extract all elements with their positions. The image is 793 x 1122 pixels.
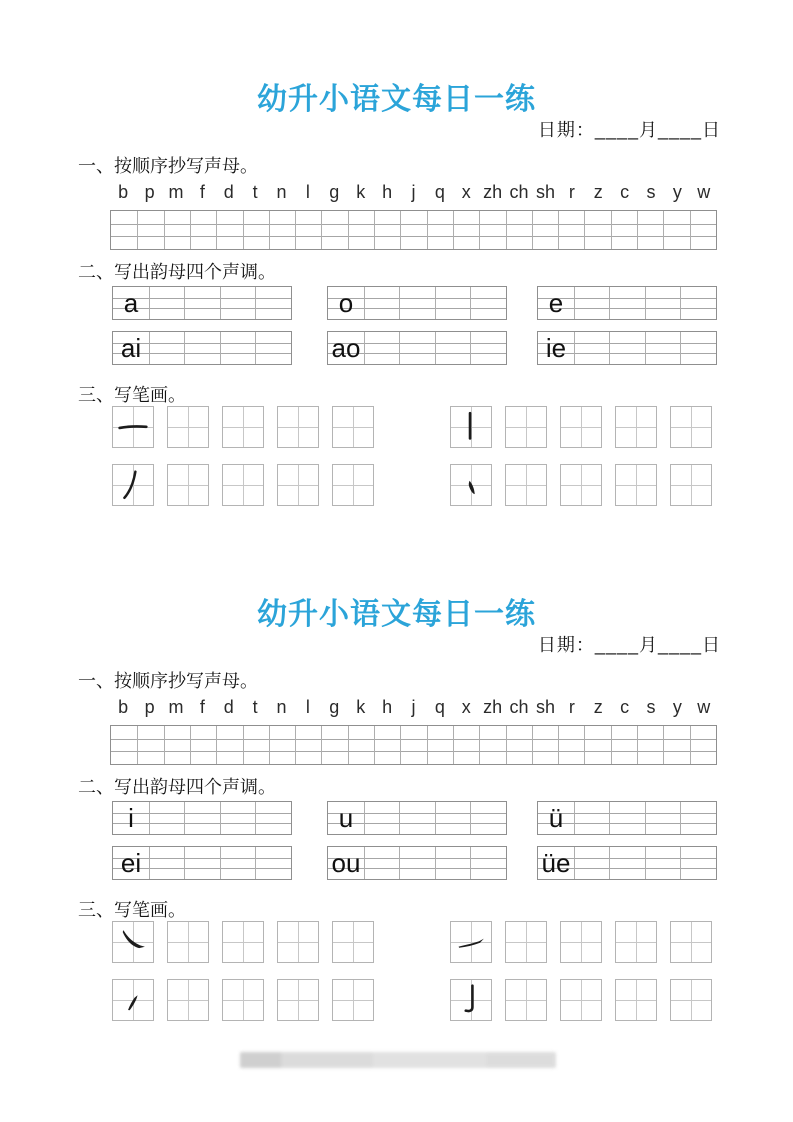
initial-letter: q xyxy=(434,697,445,717)
box-center-vertical-line xyxy=(353,465,354,505)
grid-vertical-line xyxy=(453,726,454,764)
grid-vertical-line xyxy=(399,332,400,364)
initial-letter: z xyxy=(593,697,603,717)
initial-letter: d xyxy=(223,697,234,717)
initial-letter: h xyxy=(382,697,393,717)
box-center-vertical-line xyxy=(188,980,189,1020)
initial-letter: w xyxy=(697,697,711,717)
initial-letter: ch xyxy=(509,697,529,717)
vowel-tone-grid xyxy=(537,801,717,835)
stroke-practice-box xyxy=(112,406,154,448)
stroke-practice-box xyxy=(560,406,602,448)
box-center-vertical-line xyxy=(526,980,527,1020)
initial-letter: s xyxy=(646,697,656,717)
stroke-practice-box xyxy=(615,921,657,963)
grid-vertical-line xyxy=(243,211,244,249)
initial-letter: x xyxy=(461,697,471,717)
vowel-label: üe xyxy=(541,847,571,878)
grid-vertical-line xyxy=(680,287,681,319)
initial-letter: k xyxy=(356,182,366,202)
stroke-practice-box xyxy=(505,921,547,963)
initial-letter: l xyxy=(305,182,310,202)
initial-letter: w xyxy=(697,182,711,202)
grid-vertical-line xyxy=(399,847,400,879)
box-center-vertical-line xyxy=(353,922,354,962)
vowel-tone-grid xyxy=(112,331,292,365)
grid-vertical-line xyxy=(220,802,221,834)
initial-letter: n xyxy=(276,697,287,717)
box-center-vertical-line xyxy=(298,407,299,447)
initial-letter: zh xyxy=(483,697,503,717)
box-center-vertical-line xyxy=(243,465,244,505)
grid-vertical-line xyxy=(506,211,507,249)
grid-vertical-line xyxy=(184,802,185,834)
initial-letter: y xyxy=(672,182,682,202)
initial-letter: m xyxy=(168,697,184,717)
grid-vertical-line xyxy=(374,726,375,764)
grid-vertical-line xyxy=(255,332,256,364)
watermark-blur-bar xyxy=(240,1052,556,1068)
grid-vertical-line xyxy=(435,802,436,834)
grid-vertical-line xyxy=(321,211,322,249)
grid-vertical-line xyxy=(584,726,585,764)
grid-vertical-line xyxy=(400,211,401,249)
initial-letter: q xyxy=(434,182,445,202)
initials-row xyxy=(110,697,717,719)
shugou-stroke-icon xyxy=(451,980,491,1020)
worksheet-block xyxy=(0,72,793,532)
grid-vertical-line xyxy=(479,726,480,764)
vowel-tone-grid xyxy=(327,846,507,880)
box-center-vertical-line xyxy=(353,980,354,1020)
grid-vertical-line xyxy=(558,211,559,249)
vowel-tone-grid xyxy=(537,846,717,880)
grid-vertical-line xyxy=(609,802,610,834)
date-line: 日期：____月____日 xyxy=(537,635,721,655)
grid-vertical-line xyxy=(400,726,401,764)
grid-vertical-line xyxy=(637,211,638,249)
vowel-label: u xyxy=(338,802,354,833)
stroke-practice-box xyxy=(277,979,319,1021)
stroke-practice-box xyxy=(505,979,547,1021)
grid-vertical-line xyxy=(190,211,191,249)
stroke-practice-box xyxy=(450,464,492,506)
grid-vertical-line xyxy=(645,847,646,879)
grid-vertical-line xyxy=(435,332,436,364)
vowel-label: ai xyxy=(120,332,142,363)
stroke-practice-box xyxy=(332,921,374,963)
vowel-label: ü xyxy=(548,802,564,833)
vowel-tone-grid xyxy=(112,846,292,880)
grid-vertical-line xyxy=(220,847,221,879)
box-center-vertical-line xyxy=(243,922,244,962)
question-2-label: 二、写出韵母四个声调。 xyxy=(78,262,276,282)
initial-letter: x xyxy=(461,182,471,202)
dian-stroke-icon xyxy=(451,465,491,505)
initial-letter: k xyxy=(356,697,366,717)
grid-vertical-line xyxy=(690,726,691,764)
box-center-vertical-line xyxy=(188,407,189,447)
grid-vertical-line xyxy=(399,802,400,834)
grid-vertical-line xyxy=(470,287,471,319)
tick-stroke-icon xyxy=(113,980,153,1020)
box-center-vertical-line xyxy=(581,465,582,505)
initial-letter: y xyxy=(672,697,682,717)
stroke-practice-box xyxy=(560,921,602,963)
shu-stroke-icon xyxy=(451,407,491,447)
pie-stroke-icon xyxy=(113,465,153,505)
stroke-practice-box xyxy=(560,464,602,506)
box-center-vertical-line xyxy=(526,407,527,447)
initial-letter: zh xyxy=(483,182,503,202)
grid-vertical-line xyxy=(255,287,256,319)
grid-vertical-line xyxy=(470,802,471,834)
question-3-label: 三、写笔画。 xyxy=(78,900,186,920)
grid-vertical-line xyxy=(453,211,454,249)
initials-row xyxy=(110,182,717,204)
grid-vertical-line xyxy=(532,726,533,764)
vowel-label: o xyxy=(338,287,354,318)
grid-vertical-line xyxy=(184,847,185,879)
grid-vertical-line xyxy=(184,287,185,319)
box-center-vertical-line xyxy=(691,980,692,1020)
grid-vertical-line xyxy=(558,726,559,764)
box-center-vertical-line xyxy=(581,980,582,1020)
box-center-vertical-line xyxy=(298,922,299,962)
initial-letter: g xyxy=(329,182,340,202)
grid-vertical-line xyxy=(321,726,322,764)
stroke-practice-box xyxy=(450,921,492,963)
box-center-vertical-line xyxy=(581,922,582,962)
grid-vertical-line xyxy=(399,287,400,319)
grid-vertical-line xyxy=(164,211,165,249)
grid-vertical-line xyxy=(255,847,256,879)
initial-letter: t xyxy=(252,697,258,717)
heng-stroke-icon xyxy=(113,407,153,447)
question-1-label: 一、按顺序抄写声母。 xyxy=(78,156,258,176)
grid-vertical-line xyxy=(609,847,610,879)
vowel-label: ie xyxy=(545,332,567,363)
stroke-practice-box xyxy=(277,921,319,963)
vowel-tone-grid xyxy=(327,801,507,835)
grid-vertical-line xyxy=(243,726,244,764)
vowel-label: ao xyxy=(331,332,361,363)
initial-letter: f xyxy=(199,697,205,717)
initial-letter: c xyxy=(620,182,630,202)
grid-horizontal-line xyxy=(111,751,716,752)
box-center-vertical-line xyxy=(243,980,244,1020)
initial-letter: m xyxy=(168,182,184,202)
stroke-practice-box xyxy=(112,464,154,506)
grid-vertical-line xyxy=(663,726,664,764)
grid-vertical-line xyxy=(137,726,138,764)
box-center-vertical-line xyxy=(188,922,189,962)
grid-vertical-line xyxy=(374,211,375,249)
grid-vertical-line xyxy=(137,211,138,249)
grid-vertical-line xyxy=(690,211,691,249)
initial-letter: f xyxy=(199,182,205,202)
stroke-practice-box xyxy=(332,406,374,448)
initial-letter: p xyxy=(144,182,155,202)
initial-letter: c xyxy=(620,697,630,717)
stroke-practice-box xyxy=(505,464,547,506)
stroke-practice-box xyxy=(505,406,547,448)
initial-letter: sh xyxy=(535,697,555,717)
grid-vertical-line xyxy=(216,211,217,249)
initials-copy-grid xyxy=(110,210,717,250)
grid-horizontal-line xyxy=(111,739,716,740)
stroke-practice-box xyxy=(450,406,492,448)
grid-vertical-line xyxy=(680,847,681,879)
grid-vertical-line xyxy=(255,802,256,834)
box-center-vertical-line xyxy=(636,407,637,447)
grid-vertical-line xyxy=(506,726,507,764)
stroke-practice-box xyxy=(560,979,602,1021)
vowel-label: ei xyxy=(120,847,142,878)
box-center-vertical-line xyxy=(691,922,692,962)
vowel-tone-grid xyxy=(327,331,507,365)
initials-copy-grid xyxy=(110,725,717,765)
initial-letter: l xyxy=(305,697,310,717)
box-center-vertical-line xyxy=(636,922,637,962)
initial-letter: z xyxy=(593,182,603,202)
stroke-practice-box xyxy=(277,406,319,448)
stroke-practice-box xyxy=(167,464,209,506)
initial-letter: s xyxy=(646,182,656,202)
stroke-practice-box xyxy=(615,464,657,506)
initial-letter: d xyxy=(223,182,234,202)
grid-vertical-line xyxy=(164,726,165,764)
initial-letter: p xyxy=(144,697,155,717)
vowel-label: ou xyxy=(331,847,361,878)
grid-vertical-line xyxy=(532,211,533,249)
grid-vertical-line xyxy=(269,211,270,249)
stroke-practice-box xyxy=(112,979,154,1021)
vowel-label: e xyxy=(548,287,564,318)
grid-vertical-line xyxy=(479,211,480,249)
initial-letter: n xyxy=(276,182,287,202)
question-2-label: 二、写出韵母四个声调。 xyxy=(78,777,276,797)
grid-vertical-line xyxy=(435,287,436,319)
grid-vertical-line xyxy=(348,211,349,249)
stroke-practice-box xyxy=(167,406,209,448)
grid-vertical-line xyxy=(269,726,270,764)
box-center-vertical-line xyxy=(188,465,189,505)
grid-vertical-line xyxy=(645,802,646,834)
stroke-practice-box xyxy=(112,921,154,963)
date-line: 日期：____月____日 xyxy=(537,120,721,140)
page-title: 幼升小语文每日一练 xyxy=(257,598,536,631)
grid-vertical-line xyxy=(435,847,436,879)
box-center-vertical-line xyxy=(691,465,692,505)
initial-letter: sh xyxy=(535,182,555,202)
initial-letter: g xyxy=(329,697,340,717)
grid-vertical-line xyxy=(584,211,585,249)
question-3-label: 三、写笔画。 xyxy=(78,385,186,405)
vowel-label: a xyxy=(123,287,139,318)
stroke-practice-box xyxy=(670,406,712,448)
vowel-tone-grid xyxy=(327,286,507,320)
grid-vertical-line xyxy=(611,726,612,764)
box-center-vertical-line xyxy=(526,465,527,505)
initial-letter: r xyxy=(568,182,575,202)
stroke-practice-box xyxy=(332,979,374,1021)
grid-vertical-line xyxy=(470,332,471,364)
grid-vertical-line xyxy=(216,726,217,764)
vowel-tone-grid xyxy=(112,286,292,320)
grid-vertical-line xyxy=(184,332,185,364)
page-title: 幼升小语文每日一练 xyxy=(257,83,536,116)
stroke-practice-box xyxy=(670,921,712,963)
initial-letter: b xyxy=(118,697,129,717)
stroke-practice-box xyxy=(450,979,492,1021)
box-center-vertical-line xyxy=(298,980,299,1020)
vowel-tone-grid xyxy=(537,286,717,320)
box-center-vertical-line xyxy=(243,407,244,447)
grid-vertical-line xyxy=(295,211,296,249)
stroke-practice-box xyxy=(222,464,264,506)
grid-vertical-line xyxy=(611,211,612,249)
grid-vertical-line xyxy=(220,332,221,364)
initial-letter: r xyxy=(568,697,575,717)
stroke-practice-box xyxy=(332,464,374,506)
worksheet-block xyxy=(0,587,793,1047)
grid-vertical-line xyxy=(427,726,428,764)
grid-horizontal-line xyxy=(111,236,716,237)
box-center-vertical-line xyxy=(636,465,637,505)
na-stroke-icon xyxy=(113,922,153,962)
grid-vertical-line xyxy=(645,332,646,364)
stroke-practice-box xyxy=(670,464,712,506)
stroke-practice-box xyxy=(222,921,264,963)
grid-vertical-line xyxy=(348,726,349,764)
stroke-practice-box xyxy=(615,406,657,448)
box-center-vertical-line xyxy=(636,980,637,1020)
grid-vertical-line xyxy=(680,332,681,364)
stroke-practice-box xyxy=(670,979,712,1021)
grid-vertical-line xyxy=(427,211,428,249)
stroke-practice-box xyxy=(222,979,264,1021)
grid-horizontal-line xyxy=(111,224,716,225)
stroke-practice-box xyxy=(615,979,657,1021)
grid-vertical-line xyxy=(295,726,296,764)
grid-vertical-line xyxy=(663,211,664,249)
stroke-practice-box xyxy=(167,979,209,1021)
initial-letter: h xyxy=(382,182,393,202)
box-center-vertical-line xyxy=(353,407,354,447)
vowel-label: i xyxy=(128,802,134,833)
box-center-vertical-line xyxy=(581,407,582,447)
question-1-label: 一、按顺序抄写声母。 xyxy=(78,671,258,691)
grid-vertical-line xyxy=(609,287,610,319)
initial-letter: j xyxy=(411,182,416,202)
grid-vertical-line xyxy=(645,287,646,319)
initial-letter: j xyxy=(411,697,416,717)
initial-letter: t xyxy=(252,182,258,202)
initial-letter: ch xyxy=(509,182,529,202)
box-center-vertical-line xyxy=(298,465,299,505)
stroke-practice-box xyxy=(277,464,319,506)
grid-vertical-line xyxy=(220,287,221,319)
stroke-practice-box xyxy=(167,921,209,963)
grid-vertical-line xyxy=(190,726,191,764)
stroke-practice-box xyxy=(222,406,264,448)
box-center-vertical-line xyxy=(526,922,527,962)
vowel-tone-grid xyxy=(537,331,717,365)
vowel-tone-grid xyxy=(112,801,292,835)
grid-vertical-line xyxy=(470,847,471,879)
ti-stroke-icon xyxy=(451,922,491,962)
box-center-vertical-line xyxy=(691,407,692,447)
grid-vertical-line xyxy=(609,332,610,364)
grid-vertical-line xyxy=(680,802,681,834)
initial-letter: b xyxy=(118,182,129,202)
grid-vertical-line xyxy=(637,726,638,764)
